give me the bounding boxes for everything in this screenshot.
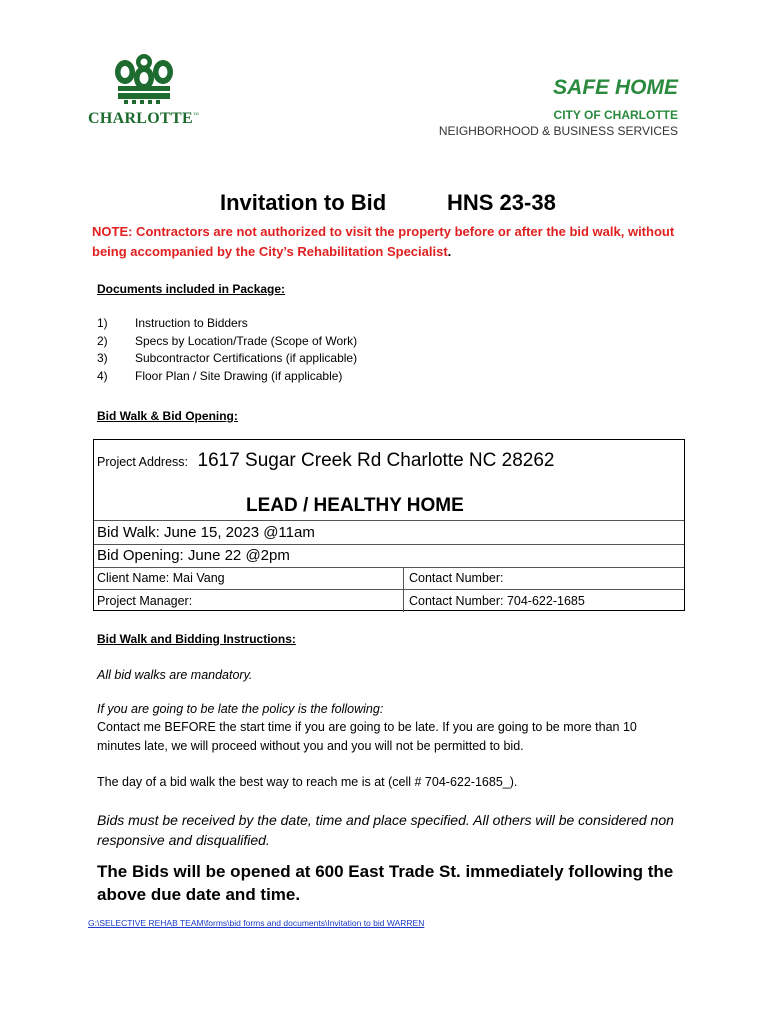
logo-wordmark: CHARLOTTE™ bbox=[88, 110, 200, 127]
city-name: CITY OF CHARLOTTE bbox=[553, 108, 678, 122]
manager-contact: Contact Number: 704-622-1685 bbox=[409, 594, 585, 608]
list-item: 2) Specs by Location/Trade (Scope of Work) bbox=[97, 333, 358, 348]
program-title: SAFE HOME bbox=[553, 76, 678, 99]
page-title: Invitation to Bid bbox=[220, 190, 387, 215]
documents-heading: Documents included in Package: bbox=[97, 282, 286, 296]
project-address: 1617 Sugar Creek Rd Charlotte NC 28262 bbox=[197, 450, 555, 471]
note-text: NOTE: Contractors are not authorized to visit the property before or after the bid walk, without being accompanied by the City’s Rehabilitation Specialist bbox=[92, 224, 675, 259]
contact-instructions: The day of a bid walk the best way to reach me is at (cell # 704-622-1685_). bbox=[97, 775, 518, 789]
logo-text: CHARLOTTE bbox=[88, 110, 193, 127]
bid-opening-location: The Bids will be opened at 600 East Trade St. immediately following the above due date and time. bbox=[97, 862, 674, 904]
column-divider bbox=[403, 567, 404, 612]
project-manager: Project Manager: bbox=[97, 594, 193, 608]
crown-icon bbox=[88, 52, 200, 112]
project-info-table bbox=[93, 439, 685, 611]
divider bbox=[94, 520, 684, 521]
list-item: 1) Instruction to Bidders bbox=[97, 316, 248, 330]
bid-walk-heading: Bid Walk & Bid Opening: bbox=[97, 409, 238, 423]
late-policy: Contact me BEFORE the start time if you are going to be late. If you are going to be more than 10 minutes late, we will proceed without you and you will not be permitted to bid. bbox=[97, 720, 637, 753]
program-type: LEAD / HEALTHY HOME bbox=[246, 495, 464, 516]
divider bbox=[94, 589, 684, 590]
note-period: . bbox=[447, 244, 452, 259]
bid-walk-date: Bid Walk: June 15, 2023 @11am bbox=[97, 524, 315, 541]
divider bbox=[94, 544, 684, 545]
bids-received-note: Bids must be received by the date, time and place specified. All others will be considered non responsive and disqualified. bbox=[97, 812, 674, 848]
bid-number: HNS 23-38 bbox=[447, 190, 556, 215]
file-path-link[interactable]: G:\SELECTIVE REHAB TEAM\forms\bid forms and documents\Invitation to bid WARREN bbox=[88, 918, 425, 928]
client-name: Client Name: Mai Vang bbox=[97, 571, 225, 585]
late-policy-intro: If you are going to be late the policy is the following: bbox=[97, 702, 384, 716]
note-warning bbox=[92, 222, 692, 262]
list-item: 3) Subcontractor Certifications (if applicable) bbox=[97, 351, 358, 365]
client-contact: Contact Number: bbox=[409, 571, 504, 585]
list-item: 4) Floor Plan / Site Drawing (if applicable) bbox=[97, 368, 343, 383]
divider bbox=[94, 567, 684, 568]
department-name: NEIGHBORHOOD & BUSINESS SERVICES bbox=[438, 124, 678, 138]
instructions-heading: Bid Walk and Bidding Instructions: bbox=[97, 632, 296, 646]
mandatory-text: All bid walks are mandatory. bbox=[97, 668, 253, 682]
project-address-row bbox=[97, 450, 554, 472]
documents-list bbox=[97, 315, 357, 385]
address-label: Project Address: bbox=[97, 455, 189, 469]
bid-opening-date: Bid Opening: June 22 @2pm bbox=[97, 547, 290, 564]
